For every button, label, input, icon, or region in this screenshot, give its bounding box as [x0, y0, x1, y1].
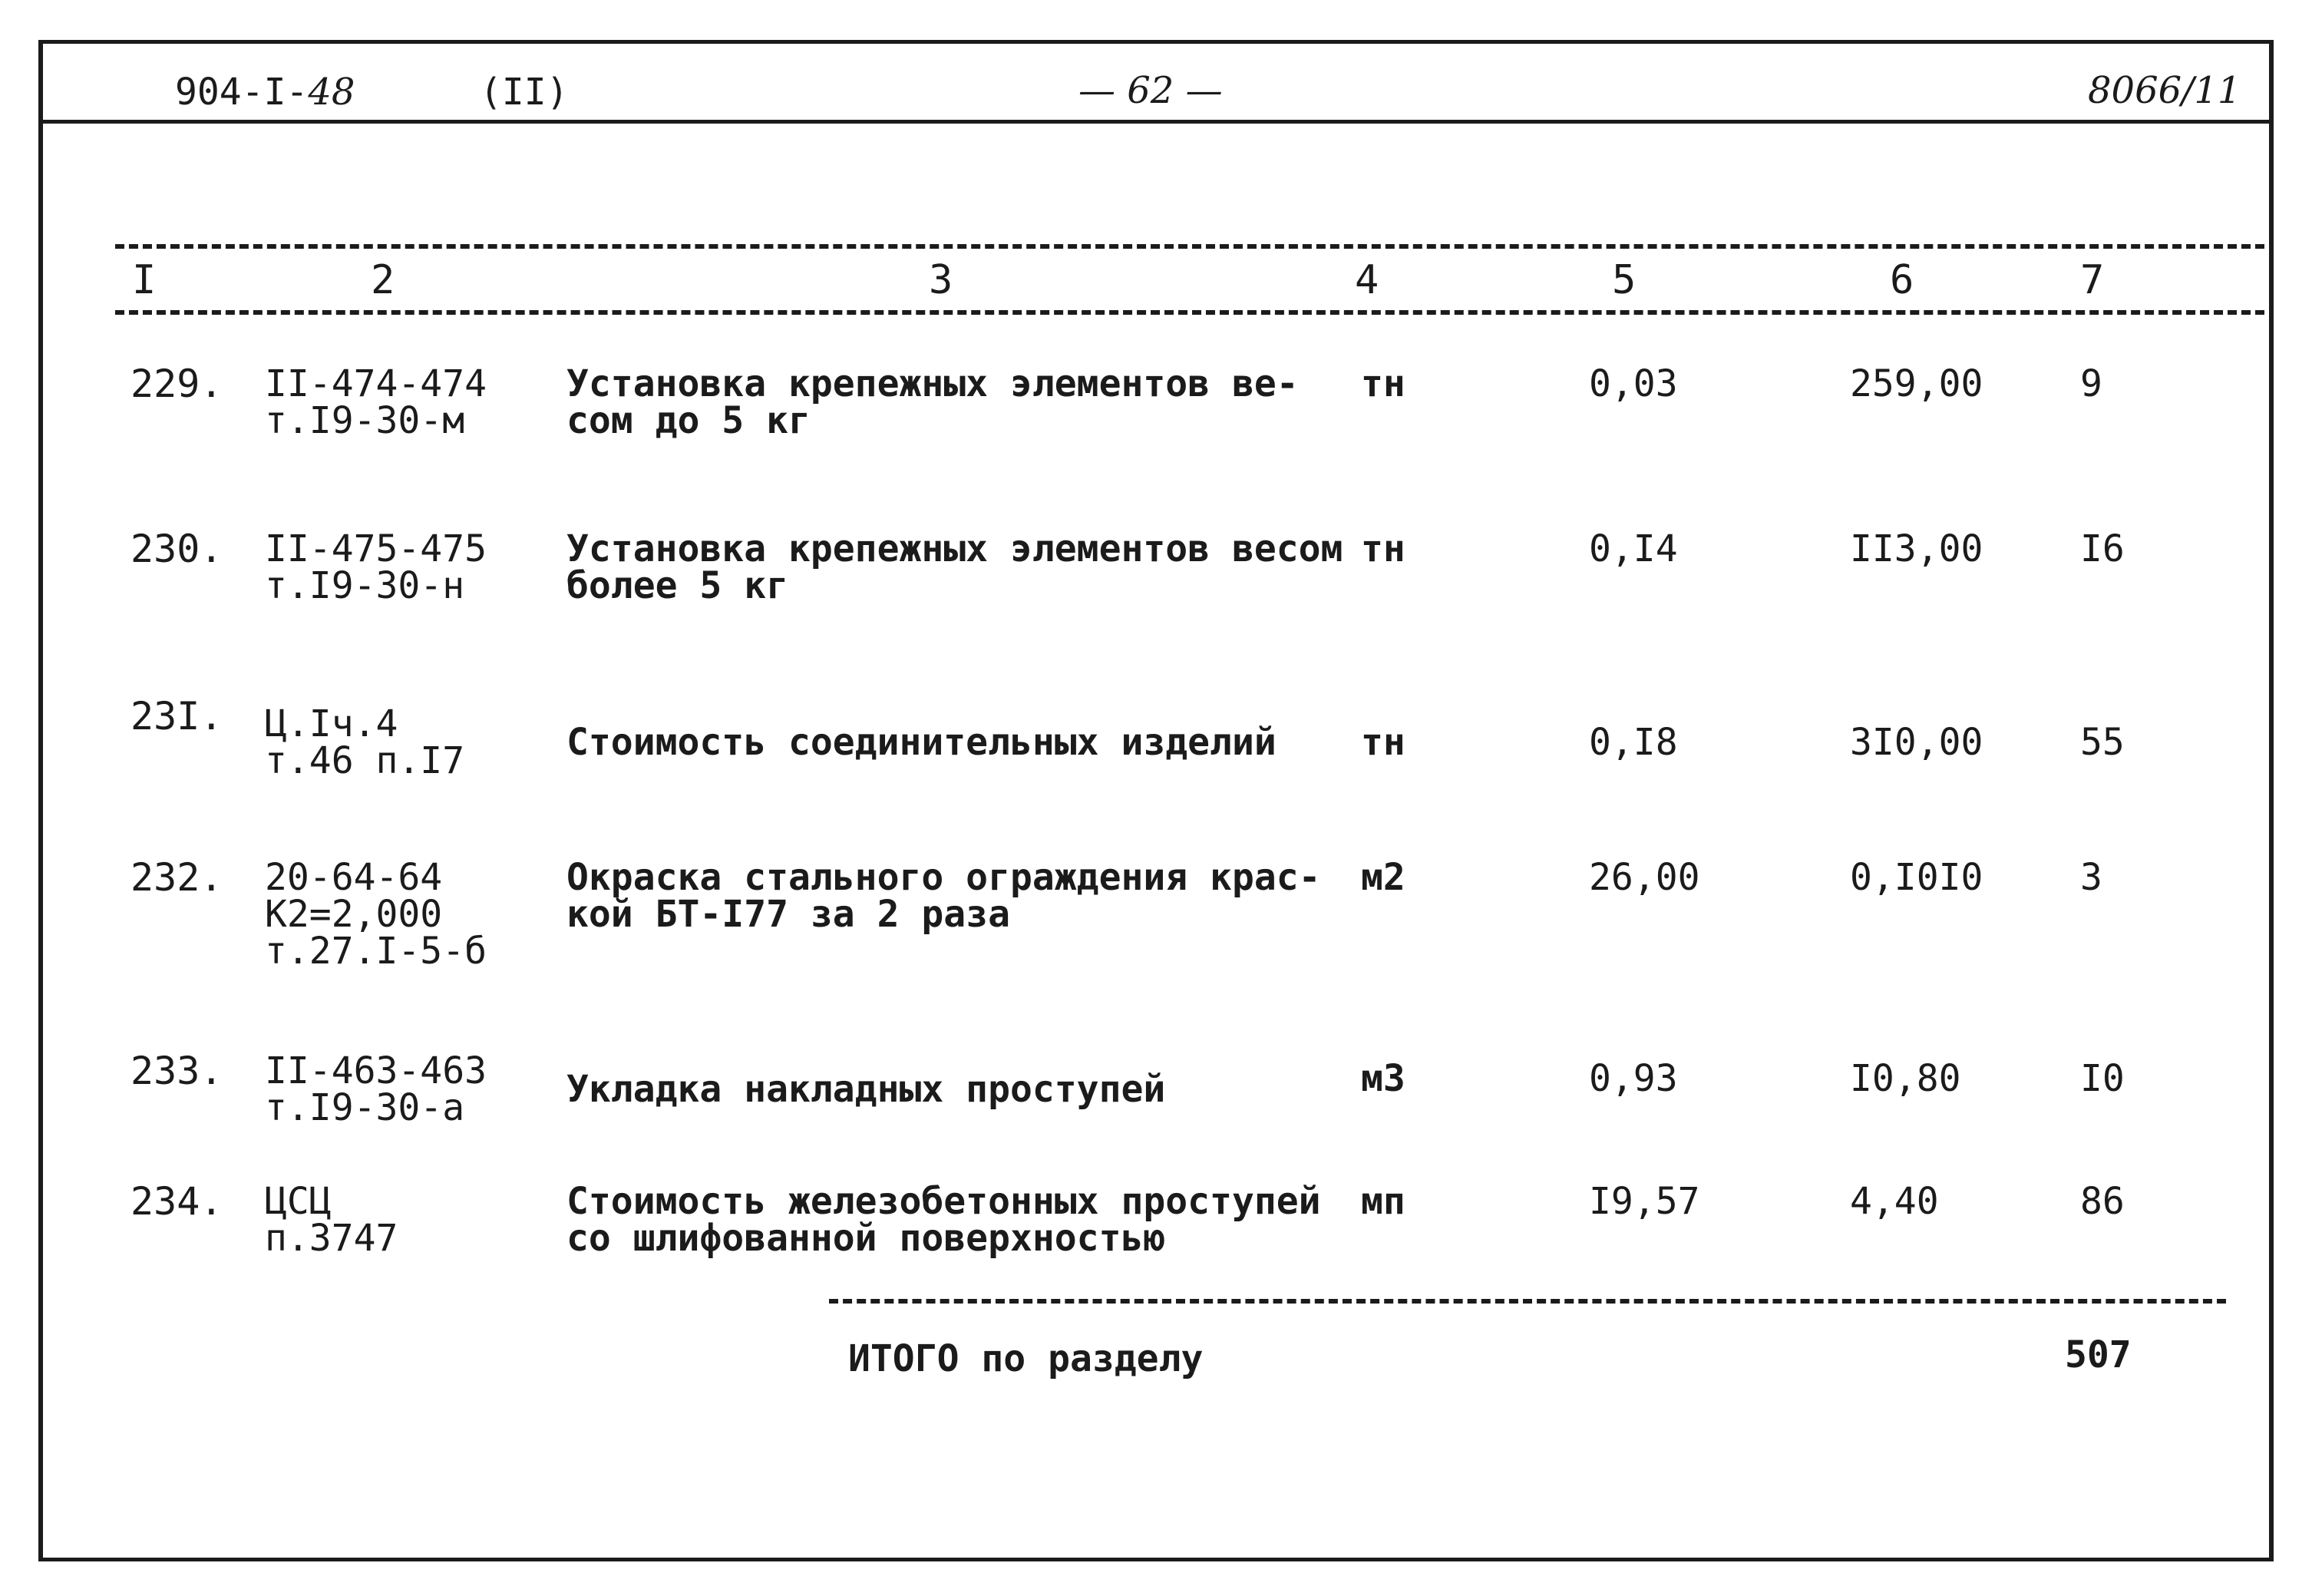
- description-line: Установка крепежных элементов ве-: [566, 362, 1299, 405]
- row-total: 86: [2080, 1180, 2125, 1223]
- norm-code-line: ЦСЦ: [265, 1180, 332, 1223]
- norm-code-line: т.46 п.I7: [265, 739, 465, 782]
- norm-code-line: т.I9-30-н: [265, 564, 465, 607]
- description-line: Стоимость соединительных изделий: [566, 721, 1277, 764]
- norm-code-line: п.3747: [265, 1217, 398, 1260]
- column-number-5: 5: [1612, 257, 1637, 303]
- description-line: Установка крепежных элементов весом: [566, 527, 1343, 570]
- norm-code-line: К2=2,000: [265, 893, 443, 936]
- quantity: 0,93: [1589, 1057, 1678, 1100]
- row-number: 234.: [130, 1179, 223, 1224]
- unit: тн: [1361, 721, 1405, 764]
- unit-price: II3,00: [1850, 527, 1983, 570]
- norm-code-line: 20-64-64: [265, 856, 443, 899]
- description-line: Окраска стального ограждения крас-: [566, 856, 1321, 899]
- quantity: 0,I8: [1589, 721, 1678, 764]
- quantity: 0,03: [1589, 362, 1678, 405]
- unit-price: 3I0,00: [1850, 721, 1983, 764]
- column-number-4: 4: [1355, 257, 1379, 303]
- doc-part: (II): [480, 71, 569, 114]
- unit: м3: [1361, 1057, 1405, 1100]
- unit-price: I0,80: [1850, 1057, 1961, 1100]
- quantity: 26,00: [1589, 856, 1700, 899]
- norm-code-line: II-474-474: [265, 362, 487, 405]
- description-line: со шлифованной поверхностью: [566, 1217, 1166, 1260]
- table-top-dashed-rule: [115, 244, 2264, 249]
- column-number-1: I: [132, 257, 157, 303]
- column-number-3: 3: [929, 257, 953, 303]
- norm-code-line: II-463-463: [265, 1049, 487, 1092]
- column-number-6: 6: [1890, 257, 1914, 303]
- description-line: более 5 кг: [566, 564, 788, 607]
- column-number-7: 7: [2080, 257, 2105, 303]
- norm-code-line: т.I9-30-м: [265, 399, 465, 442]
- unit-price: 0,I0I0: [1850, 856, 1983, 899]
- row-total: 9: [2080, 362, 2102, 405]
- header-bottom-dashed-rule: [115, 310, 2264, 315]
- archive-number: 8066/11: [2088, 69, 2241, 112]
- quantity: 0,I4: [1589, 527, 1678, 570]
- row-number: 233.: [130, 1049, 223, 1093]
- summary-total: 507: [2065, 1333, 2132, 1376]
- description-line: Укладка накладных проступей: [566, 1068, 1166, 1111]
- description-line: Стоимость железобетонных проступей: [566, 1180, 1321, 1223]
- description-line: кой БТ-I77 за 2 раза: [566, 893, 1010, 936]
- column-number-2: 2: [371, 257, 395, 303]
- unit: тн: [1361, 527, 1405, 570]
- header-rule: [38, 120, 2274, 124]
- doc-code: 904-I-48: [175, 71, 355, 114]
- row-number: 230.: [130, 527, 223, 571]
- row-number: 232.: [130, 855, 223, 900]
- row-total: 3: [2080, 856, 2102, 899]
- norm-code-line: т.I9-30-а: [265, 1086, 465, 1129]
- norm-code-line: т.27.I-5-б: [265, 930, 487, 973]
- page-number: — 62 —: [1078, 69, 1223, 112]
- description-line: сом до 5 кг: [566, 399, 811, 442]
- unit: м2: [1361, 856, 1405, 899]
- summary-label: ИТОГО по разделу: [848, 1337, 1204, 1380]
- row-number: 229.: [130, 362, 223, 406]
- norm-code-line: II-475-475: [265, 527, 487, 570]
- row-number: 23I.: [130, 694, 223, 739]
- unit: тн: [1361, 362, 1405, 405]
- total-dashed-rule: [829, 1299, 2226, 1304]
- row-total: I6: [2080, 527, 2125, 570]
- row-total: I0: [2080, 1057, 2125, 1100]
- unit-price: 4,40: [1850, 1180, 1939, 1223]
- unit-price: 259,00: [1850, 362, 1983, 405]
- row-total: 55: [2080, 721, 2125, 764]
- quantity: I9,57: [1589, 1180, 1700, 1223]
- unit: мп: [1361, 1180, 1405, 1223]
- norm-code-line: Ц.Iч.4: [265, 702, 398, 745]
